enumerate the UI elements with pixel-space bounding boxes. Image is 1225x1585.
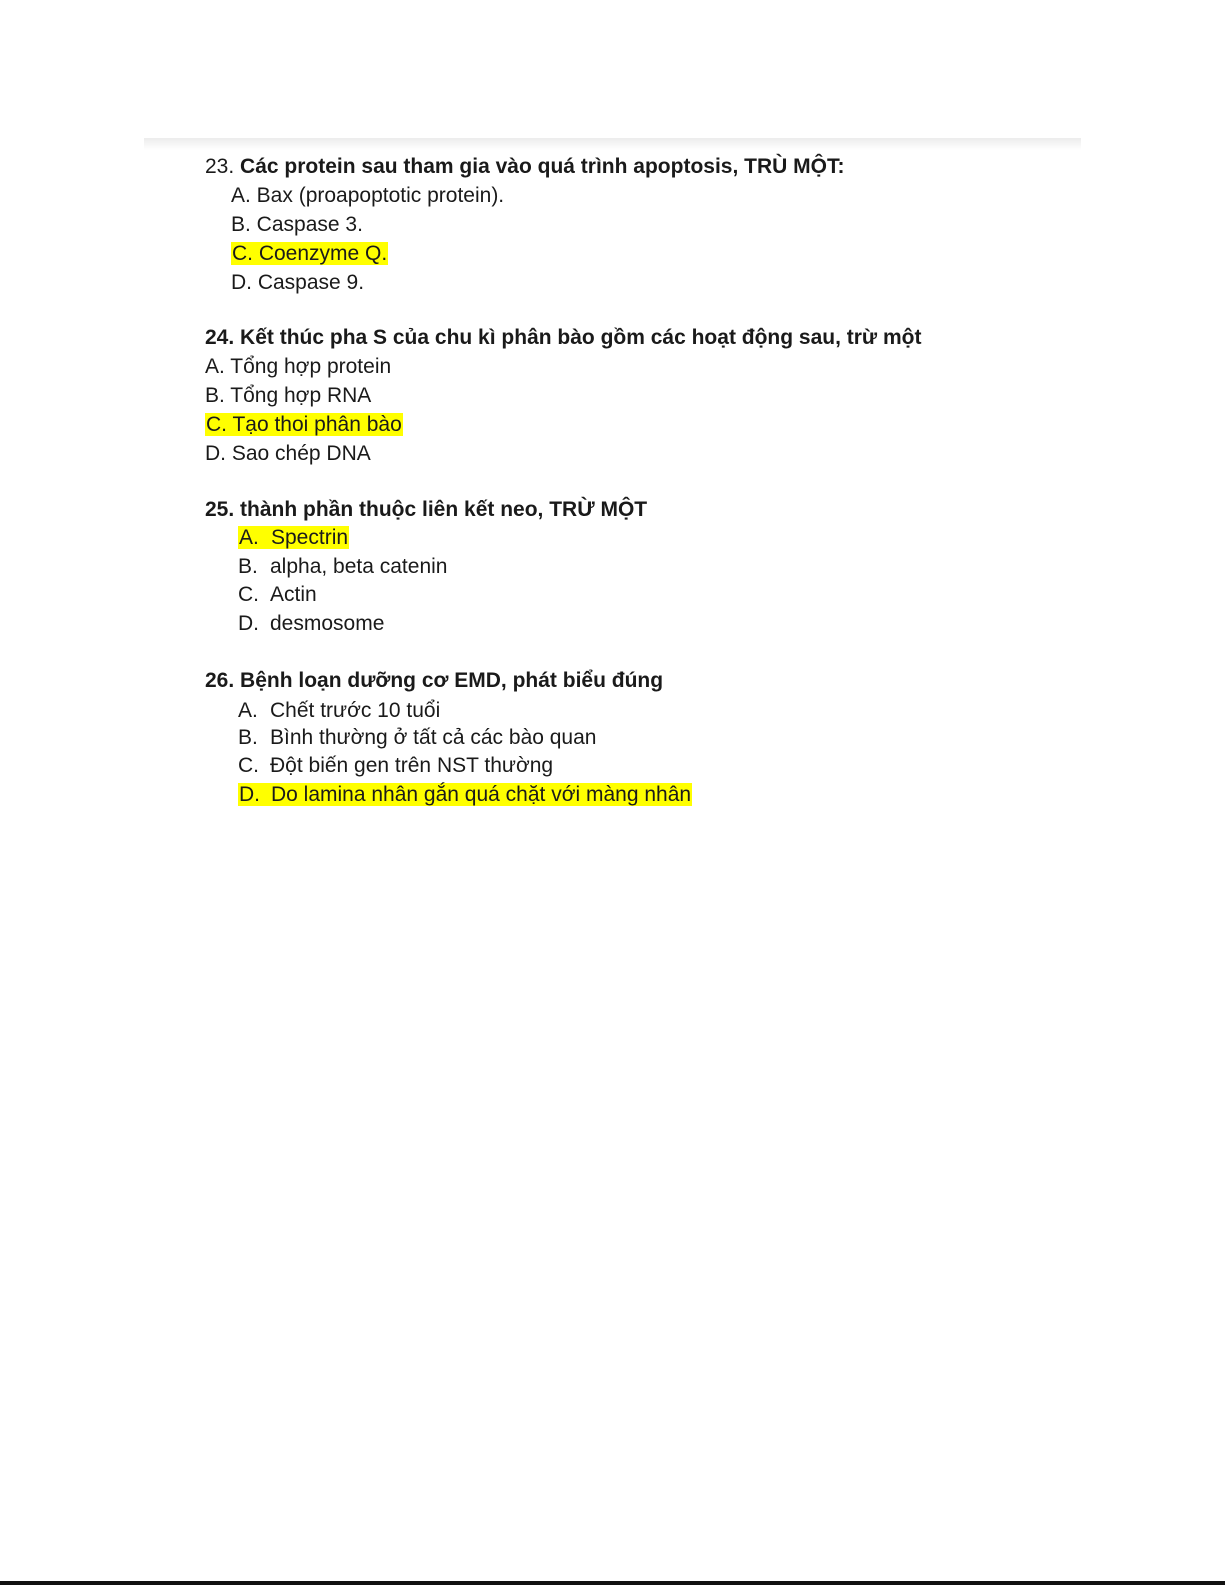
q24-option-a: A. Tổng hợp protein bbox=[205, 355, 392, 378]
question-23-number: 23. bbox=[205, 155, 235, 178]
q25-option-a-letter: A. bbox=[239, 526, 259, 549]
q25-option-b-letter: B. bbox=[238, 555, 258, 578]
q25-option-a bbox=[238, 524, 349, 551]
q26-option-a-text: Chết trước 10 tuổi bbox=[270, 699, 441, 722]
q26-option-c-text: Đột biến gen trên NST thường bbox=[270, 754, 554, 777]
question-23-text: Các protein sau tham gia vào quá trình apoptosis, TRÙ MỘT: bbox=[240, 155, 845, 178]
q25-option-b-text: alpha, beta catenin bbox=[270, 555, 448, 578]
question-23-title bbox=[205, 153, 844, 180]
q23-option-c bbox=[231, 240, 388, 267]
q23-option-d: D. Caspase 9. bbox=[231, 271, 365, 294]
q26-option-b bbox=[238, 724, 596, 751]
q26-option-c bbox=[238, 752, 553, 779]
q23-option-c-highlight: C. Coenzyme Q. bbox=[232, 242, 388, 265]
question-26-title: 26. Bệnh loạn dưỡng cơ EMD, phát biểu đúng bbox=[205, 669, 664, 692]
q25-option-c bbox=[238, 581, 317, 608]
q25-option-d-letter: D. bbox=[238, 612, 259, 635]
q25-option-c-text: Actin bbox=[270, 583, 317, 606]
q26-option-d-letter: D. bbox=[239, 783, 260, 806]
q24-option-c-highlight: C. Tạo thoi phân bào bbox=[206, 413, 402, 436]
question-25-title: 25. thành phần thuộc liên kết neo, TRỪ MỘT bbox=[205, 498, 648, 521]
q26-option-b-letter: B. bbox=[238, 726, 258, 749]
q26-option-a-letter: A. bbox=[238, 699, 258, 722]
q26-option-d bbox=[238, 781, 692, 808]
q25-option-c-letter: C. bbox=[238, 583, 259, 606]
q26-option-c-letter: C. bbox=[238, 754, 259, 777]
q23-option-b: B. Caspase 3. bbox=[231, 213, 363, 236]
q26-option-a bbox=[238, 697, 440, 724]
q23-option-a: A. Bax (proapoptotic protein). bbox=[231, 184, 505, 207]
q24-option-b: B. Tổng hợp RNA bbox=[205, 384, 372, 407]
q25-option-d-text: desmosome bbox=[270, 612, 385, 635]
q24-option-c bbox=[205, 411, 403, 438]
question-24-title: 24. Kết thúc pha S của chu kì phân bào gồm các hoạt động sau, trừ một bbox=[205, 326, 922, 349]
q25-option-a-text: Spectrin bbox=[271, 526, 349, 549]
q26-option-d-text: Do lamina nhân gắn quá chặt với màng nhân bbox=[271, 783, 692, 806]
page-top-shadow bbox=[144, 138, 1081, 150]
q25-option-a-highlight bbox=[238, 526, 349, 549]
q24-option-d: D. Sao chép DNA bbox=[205, 442, 371, 465]
bottom-border bbox=[0, 1581, 1225, 1585]
q26-option-d-highlight bbox=[238, 783, 692, 806]
q25-option-b bbox=[238, 553, 447, 580]
q25-option-d bbox=[238, 610, 384, 637]
q26-option-b-text: Bình thường ở tất cả các bào quan bbox=[270, 726, 597, 749]
